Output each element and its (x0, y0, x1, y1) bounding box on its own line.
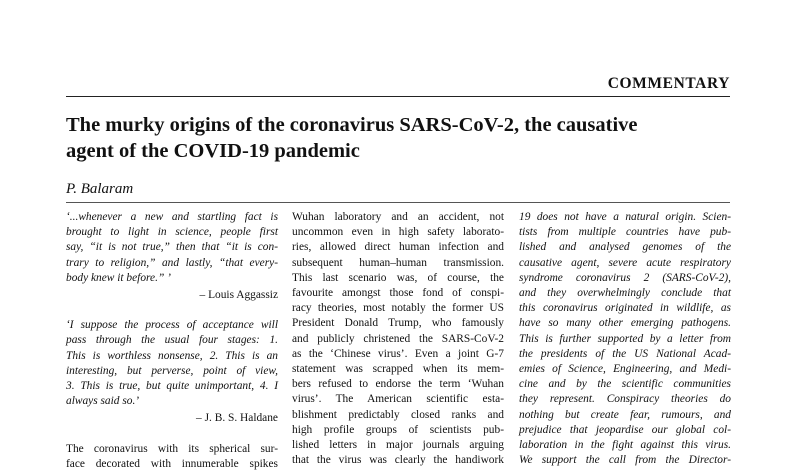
epigraph-line: interesting, but perverse, point of view, (66, 364, 278, 377)
epigraph-haldane (66, 318, 278, 426)
body-line: tists from multiple countries have pub- (519, 226, 731, 239)
article-title (66, 112, 706, 164)
section-label: COMMENTARY (607, 75, 730, 92)
epigraph-aggassiz (66, 210, 278, 303)
body-line: causative agent, severe acute respiratory (519, 256, 731, 269)
body-line: and publicly christened the SARS-CoV-2 (292, 332, 504, 345)
body-line: statement was scrapped when its mem- (292, 363, 504, 376)
body-line: The coronavirus with its spherical sur- (66, 442, 278, 455)
body-line: this coronavirus originated in wildlife, as (519, 302, 731, 315)
body-line: they represent. Conspiracy theories do (519, 393, 731, 406)
body-line: virus’. The American scientific esta- (292, 393, 504, 406)
epigraph-line: body knew it before.” ’ (66, 271, 171, 284)
body-line: bers refused to endorse the term ‘Wuhan (292, 378, 504, 391)
body-line: subsequent human–human transmission. (292, 256, 504, 269)
epigraph-line: pass through the usual four stages: 1. (66, 334, 278, 347)
article-author: P. Balaram (66, 181, 134, 197)
body-line: and they overwhelmingly conclude that (519, 287, 731, 300)
body-line: face decorated with innumerable spikes (66, 457, 278, 470)
body-line: as the ‘Chinese virus’. Even a joint G-7 (292, 347, 504, 360)
body-line: laboration in the fight against this virus. (519, 439, 731, 452)
body-line: uncommon even in high safety laborato- (292, 226, 504, 239)
body-line: have so many other emerging pathogens. (519, 317, 731, 330)
article-title-line-1: The murky origins of the coronavirus SARS-CoV-2, the causative (66, 114, 638, 136)
body-line: cine and by the scientific communities (519, 378, 731, 391)
epigraph-line: ‘I suppose the process of acceptance will (66, 319, 278, 332)
epigraph-attribution: – Louis Aggassiz (199, 289, 278, 302)
epigraph-line: say, “it is not true,” then that “it is con- (66, 241, 278, 254)
epigraph-attribution: – J. B. S. Haldane (196, 412, 278, 425)
body-line: that the virus was clearly the handiwork (292, 454, 504, 467)
body-line: This is further supported by a letter from (519, 332, 731, 345)
body-line: We support the call from the Director- (519, 454, 731, 467)
body-line: prejudice that jeopardise our global col- (519, 423, 731, 436)
epigraph-line: This is worthless nonsense, 2. This is an (66, 349, 278, 362)
body-line: syndrome coronavirus 2 (SARS-CoV-2), (519, 271, 731, 284)
body-paragraph (66, 442, 278, 472)
epigraph-line: 3. This is true, but quite unimportant, 4. I (66, 380, 278, 393)
column-1 (66, 210, 278, 472)
epigraph-line: always said so.’ (66, 395, 140, 408)
epigraph-line: ‘...whenever a new and startling fact is (66, 211, 278, 223)
body-line: This last scenario was, of course, the (292, 271, 504, 284)
epigraph-line: trary to religion,” and lastly, “that every- (66, 256, 278, 269)
header-rule (66, 96, 730, 97)
body-line: 19 does not have a natural origin. Scien- (519, 211, 731, 223)
body-line: nothing but create fear, rumours, and (519, 408, 731, 421)
author-rule (66, 202, 730, 203)
body-line: lished letters in major journals arguing (292, 439, 504, 452)
body-line: Wuhan laboratory and an accident, not (292, 211, 504, 223)
body-line: favourite amongst those fond of conspi- (292, 287, 504, 300)
column-2 (292, 210, 504, 468)
body-line: the presidents of the US National Acad- (519, 347, 731, 360)
epigraph-line: brought to light in science, people first (66, 226, 278, 239)
body-line: emies of Science, Engineering, and Medi- (519, 363, 731, 376)
body-line: racy theories, most notably the former US (292, 302, 504, 315)
body-line: ries, allowed direct human infection and (292, 241, 504, 254)
body-line: blishment predictably closed ranks and (292, 408, 504, 421)
body-line: high profile groups of scientists pub- (292, 423, 504, 436)
article-title-line-2: agent of the COVID-19 pandemic (66, 140, 360, 162)
body-line: President Donald Trump, who famously (292, 317, 504, 330)
column-3 (519, 210, 731, 468)
body-line: lished and analysed genomes of the (519, 241, 731, 254)
